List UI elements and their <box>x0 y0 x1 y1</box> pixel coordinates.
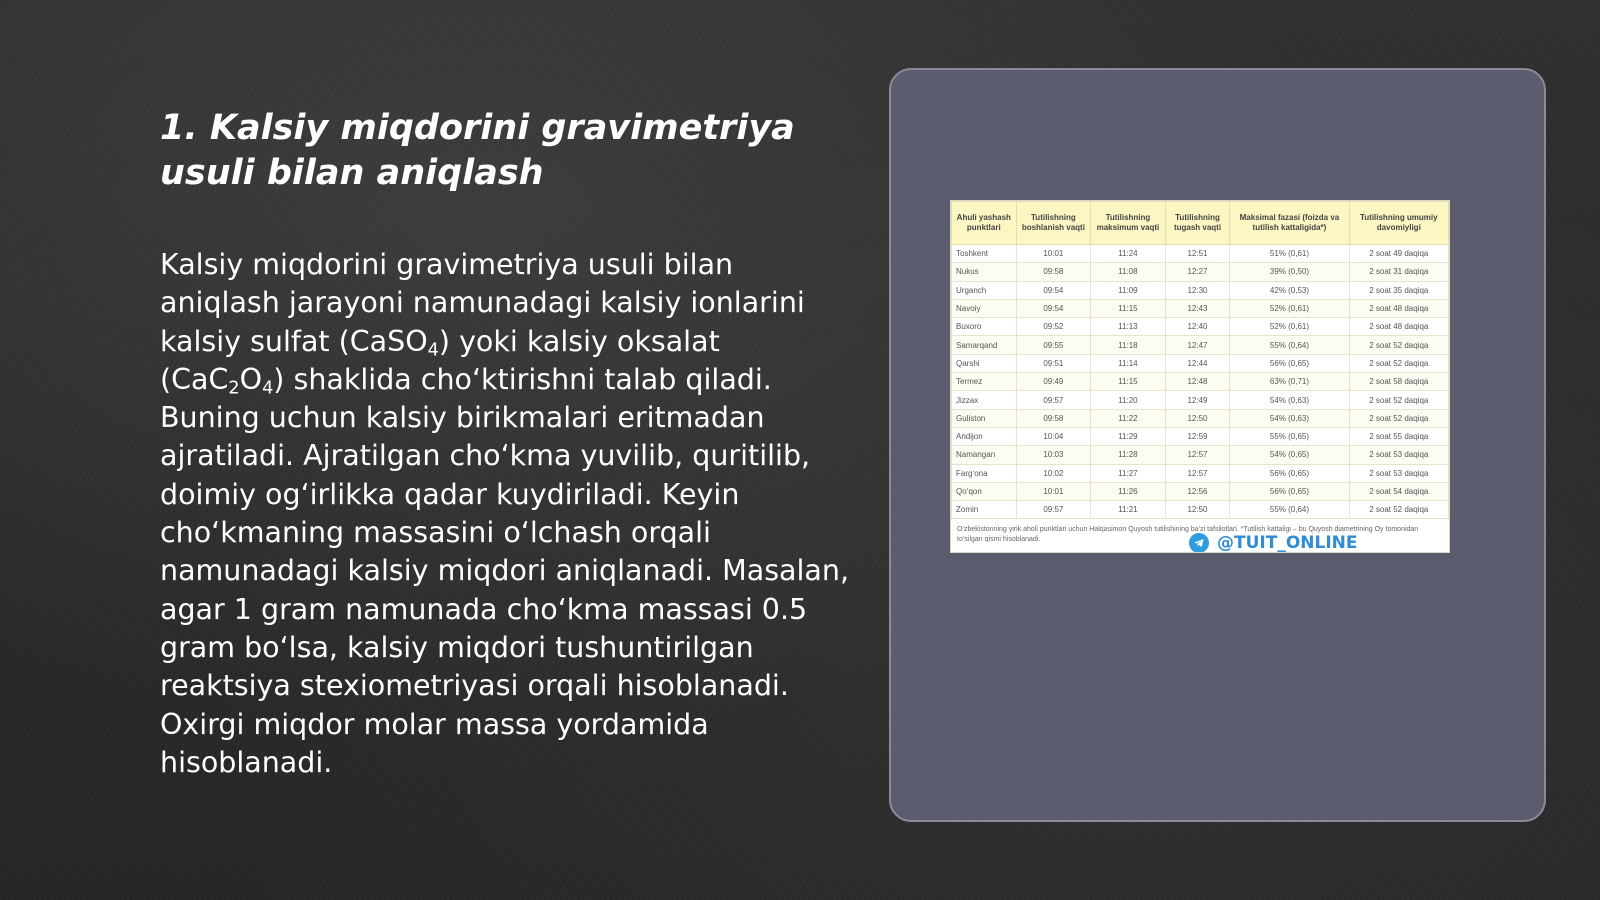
table-cell: 63% (0,71) <box>1230 373 1349 391</box>
telegram-icon <box>1189 533 1209 553</box>
table-cell: Buxoro <box>952 318 1017 336</box>
subscript-2: 2 <box>228 378 240 399</box>
table-cell: 2 soat 48 daqiqa <box>1349 318 1448 336</box>
table-cell: 11:26 <box>1091 482 1166 500</box>
table-cell: 52% (0,61) <box>1230 318 1349 336</box>
eclipse-table <box>951 201 1449 519</box>
table-cell: 12:47 <box>1165 336 1230 354</box>
table-note: O‘zbekistonning yirik aholi punktlari uchun Halqasimon Quyosh tutilishining ba’zi tafsilotlari. *Tutilish kattaligi – bu Quyosh diametrining Oy tomonidan to‘silgan qismi hisoblanadi. <box>957 526 1419 543</box>
table-cell: 10:01 <box>1016 245 1091 263</box>
table-cell: 11:13 <box>1091 318 1166 336</box>
table-cell: 09:54 <box>1016 299 1091 317</box>
subscript-4b: 4 <box>262 378 274 399</box>
table-cell: 11:20 <box>1091 391 1166 409</box>
table-cell: Samarqand <box>952 336 1017 354</box>
table-cell: 09:51 <box>1016 354 1091 372</box>
table-cell: 11:08 <box>1091 263 1166 281</box>
table-cell: 12:50 <box>1165 501 1230 519</box>
table-cell: 09:58 <box>1016 409 1091 427</box>
table-header-cell: Ahuli yashash punktlari <box>952 202 1017 245</box>
watermark-text: @TUIT_ONLINE <box>1217 533 1358 553</box>
table-cell: 11:24 <box>1091 245 1166 263</box>
table-cell: 09:49 <box>1016 373 1091 391</box>
table-header-cell: Tutilishning boshlanish vaqti <box>1016 202 1091 245</box>
table-row <box>952 427 1449 445</box>
table-cell: Namangan <box>952 446 1017 464</box>
table-row <box>952 446 1449 464</box>
table-cell: 12:59 <box>1165 427 1230 445</box>
table-cell: Termez <box>952 373 1017 391</box>
table-cell: 54% (0,63) <box>1230 391 1349 409</box>
table-row <box>952 263 1449 281</box>
table-cell: Qarshi <box>952 354 1017 372</box>
paragraph-text-3: O <box>239 362 263 396</box>
table-cell: 39% (0,50) <box>1230 263 1349 281</box>
table-cell: 52% (0,61) <box>1230 299 1349 317</box>
table-cell: 11:15 <box>1091 299 1166 317</box>
table-body <box>952 245 1449 519</box>
slide-title: 1. Kalsiy miqdorini gravimetriya usuli bilan aniqlash <box>160 108 795 193</box>
table-header-row <box>952 202 1449 245</box>
table-row <box>952 373 1449 391</box>
table-cell: Navoiy <box>952 299 1017 317</box>
table-cell: 2 soat 58 daqiqa <box>1349 373 1448 391</box>
table-cell: Farg‘ona <box>952 464 1017 482</box>
table-cell: 09:55 <box>1016 336 1091 354</box>
table-cell: 2 soat 52 daqiqa <box>1349 336 1448 354</box>
table-row <box>952 464 1449 482</box>
paragraph-text-4: ) shaklida cho‘ktirishni talab qiladi. Buning uchun kalsiy birikmalari eritmadan ajratiladi. Ajratilgan cho‘kma yuvilib, quritilib, doimiy og‘irlikka qadar kuydiriladi. Keyin cho‘kmaning massasini o‘lchash orqali namunadagi kalsiy miqdori aniqlanadi. Masalan, agar 1 gram namunada cho‘kma massasi 0.5 gram bo‘lsa, kalsiy miqdori tushuntirilgan reaktsiya stexiometriyasi orqali hisoblanadi. Oxirgi miqdor molar massa yordamida hisoblanadi. <box>160 362 850 779</box>
table-cell: 2 soat 52 daqiqa <box>1349 409 1448 427</box>
table-cell: 12:57 <box>1165 464 1230 482</box>
eclipse-table-image <box>950 200 1450 553</box>
table-row <box>952 336 1449 354</box>
table-cell: 12:40 <box>1165 318 1230 336</box>
table-cell: 11:14 <box>1091 354 1166 372</box>
table-cell: 2 soat 48 daqiqa <box>1349 299 1448 317</box>
table-row <box>952 482 1449 500</box>
table-cell: 09:57 <box>1016 391 1091 409</box>
table-header-cell: Tutilishning umumiy davomiyligi <box>1349 202 1448 245</box>
slide-paragraph <box>160 246 850 782</box>
table-cell: 12:49 <box>1165 391 1230 409</box>
table-cell: 2 soat 53 daqiqa <box>1349 464 1448 482</box>
table-header-cell: Maksimal fazasi (foizda va tutilish kattaligida*) <box>1230 202 1349 245</box>
table-cell: 2 soat 53 daqiqa <box>1349 446 1448 464</box>
table-cell: 54% (0,63) <box>1230 409 1349 427</box>
table-cell: 12:50 <box>1165 409 1230 427</box>
table-cell: 09:52 <box>1016 318 1091 336</box>
table-cell: 12:51 <box>1165 245 1230 263</box>
table-cell: 12:48 <box>1165 373 1230 391</box>
subscript-4: 4 <box>427 340 439 360</box>
table-cell: 10:02 <box>1016 464 1091 482</box>
table-cell: 10:03 <box>1016 446 1091 464</box>
table-cell: 51% (0,61) <box>1230 245 1349 263</box>
table-cell: 2 soat 49 daqiqa <box>1349 245 1448 263</box>
paragraph-text-1: Kalsiy miqdorini gravimetriya usuli bilan aniqlash jarayoni namunadagi kalsiy ionlarini kalsiy sulfat (CaSO <box>160 248 805 358</box>
table-row <box>952 409 1449 427</box>
table-cell: 56% (0,65) <box>1230 464 1349 482</box>
table-cell: 2 soat 52 daqiqa <box>1349 501 1448 519</box>
table-cell: 12:43 <box>1165 299 1230 317</box>
watermark <box>1189 533 1358 553</box>
table-cell: 55% (0,64) <box>1230 501 1349 519</box>
table-cell: 2 soat 35 daqiqa <box>1349 281 1448 299</box>
table-row <box>952 245 1449 263</box>
table-cell: Qo‘qon <box>952 482 1017 500</box>
table-row <box>952 354 1449 372</box>
table-header-cell: Tutilishning maksimum vaqti <box>1091 202 1166 245</box>
table-cell: 56% (0,65) <box>1230 354 1349 372</box>
table-cell: 2 soat 55 daqiqa <box>1349 427 1448 445</box>
table-cell: 42% (0,53) <box>1230 281 1349 299</box>
table-cell: 11:18 <box>1091 336 1166 354</box>
table-cell: Nukus <box>952 263 1017 281</box>
table-cell: 55% (0,64) <box>1230 336 1349 354</box>
table-cell: 11:22 <box>1091 409 1166 427</box>
table-cell: Andijon <box>952 427 1017 445</box>
table-cell: 2 soat 54 daqiqa <box>1349 482 1448 500</box>
table-cell: 11:15 <box>1091 373 1166 391</box>
table-cell: 12:56 <box>1165 482 1230 500</box>
table-cell: Zomin <box>952 501 1017 519</box>
table-cell: 09:54 <box>1016 281 1091 299</box>
table-cell: 55% (0,65) <box>1230 427 1349 445</box>
table-cell: 54% (0,65) <box>1230 446 1349 464</box>
table-cell: 11:27 <box>1091 464 1166 482</box>
table-cell: 10:01 <box>1016 482 1091 500</box>
table-cell: Toshkent <box>952 245 1017 263</box>
table-cell: 12:27 <box>1165 263 1230 281</box>
table-cell: 2 soat 52 daqiqa <box>1349 391 1448 409</box>
table-row <box>952 501 1449 519</box>
table-row <box>952 299 1449 317</box>
table-cell: 2 soat 31 daqiqa <box>1349 263 1448 281</box>
table-cell: Urganch <box>952 281 1017 299</box>
table-cell: Guliston <box>952 409 1017 427</box>
table-cell: 56% (0,65) <box>1230 482 1349 500</box>
table-cell: 11:28 <box>1091 446 1166 464</box>
table-cell: 11:21 <box>1091 501 1166 519</box>
paragraph-text-2: ) yoki kalsiy oksalat (CaC <box>160 324 720 396</box>
table-cell: 11:09 <box>1091 281 1166 299</box>
table-row <box>952 318 1449 336</box>
table-cell: 12:30 <box>1165 281 1230 299</box>
table-row <box>952 391 1449 409</box>
table-row <box>952 281 1449 299</box>
table-cell: 10:04 <box>1016 427 1091 445</box>
table-cell: 12:44 <box>1165 354 1230 372</box>
table-cell: Jizzax <box>952 391 1017 409</box>
table-cell: 09:58 <box>1016 263 1091 281</box>
table-cell: 2 soat 52 daqiqa <box>1349 354 1448 372</box>
table-cell: 11:29 <box>1091 427 1166 445</box>
table-cell: 09:57 <box>1016 501 1091 519</box>
table-cell: 12:57 <box>1165 446 1230 464</box>
table-header-cell: Tutilishning tugash vaqti <box>1165 202 1230 245</box>
